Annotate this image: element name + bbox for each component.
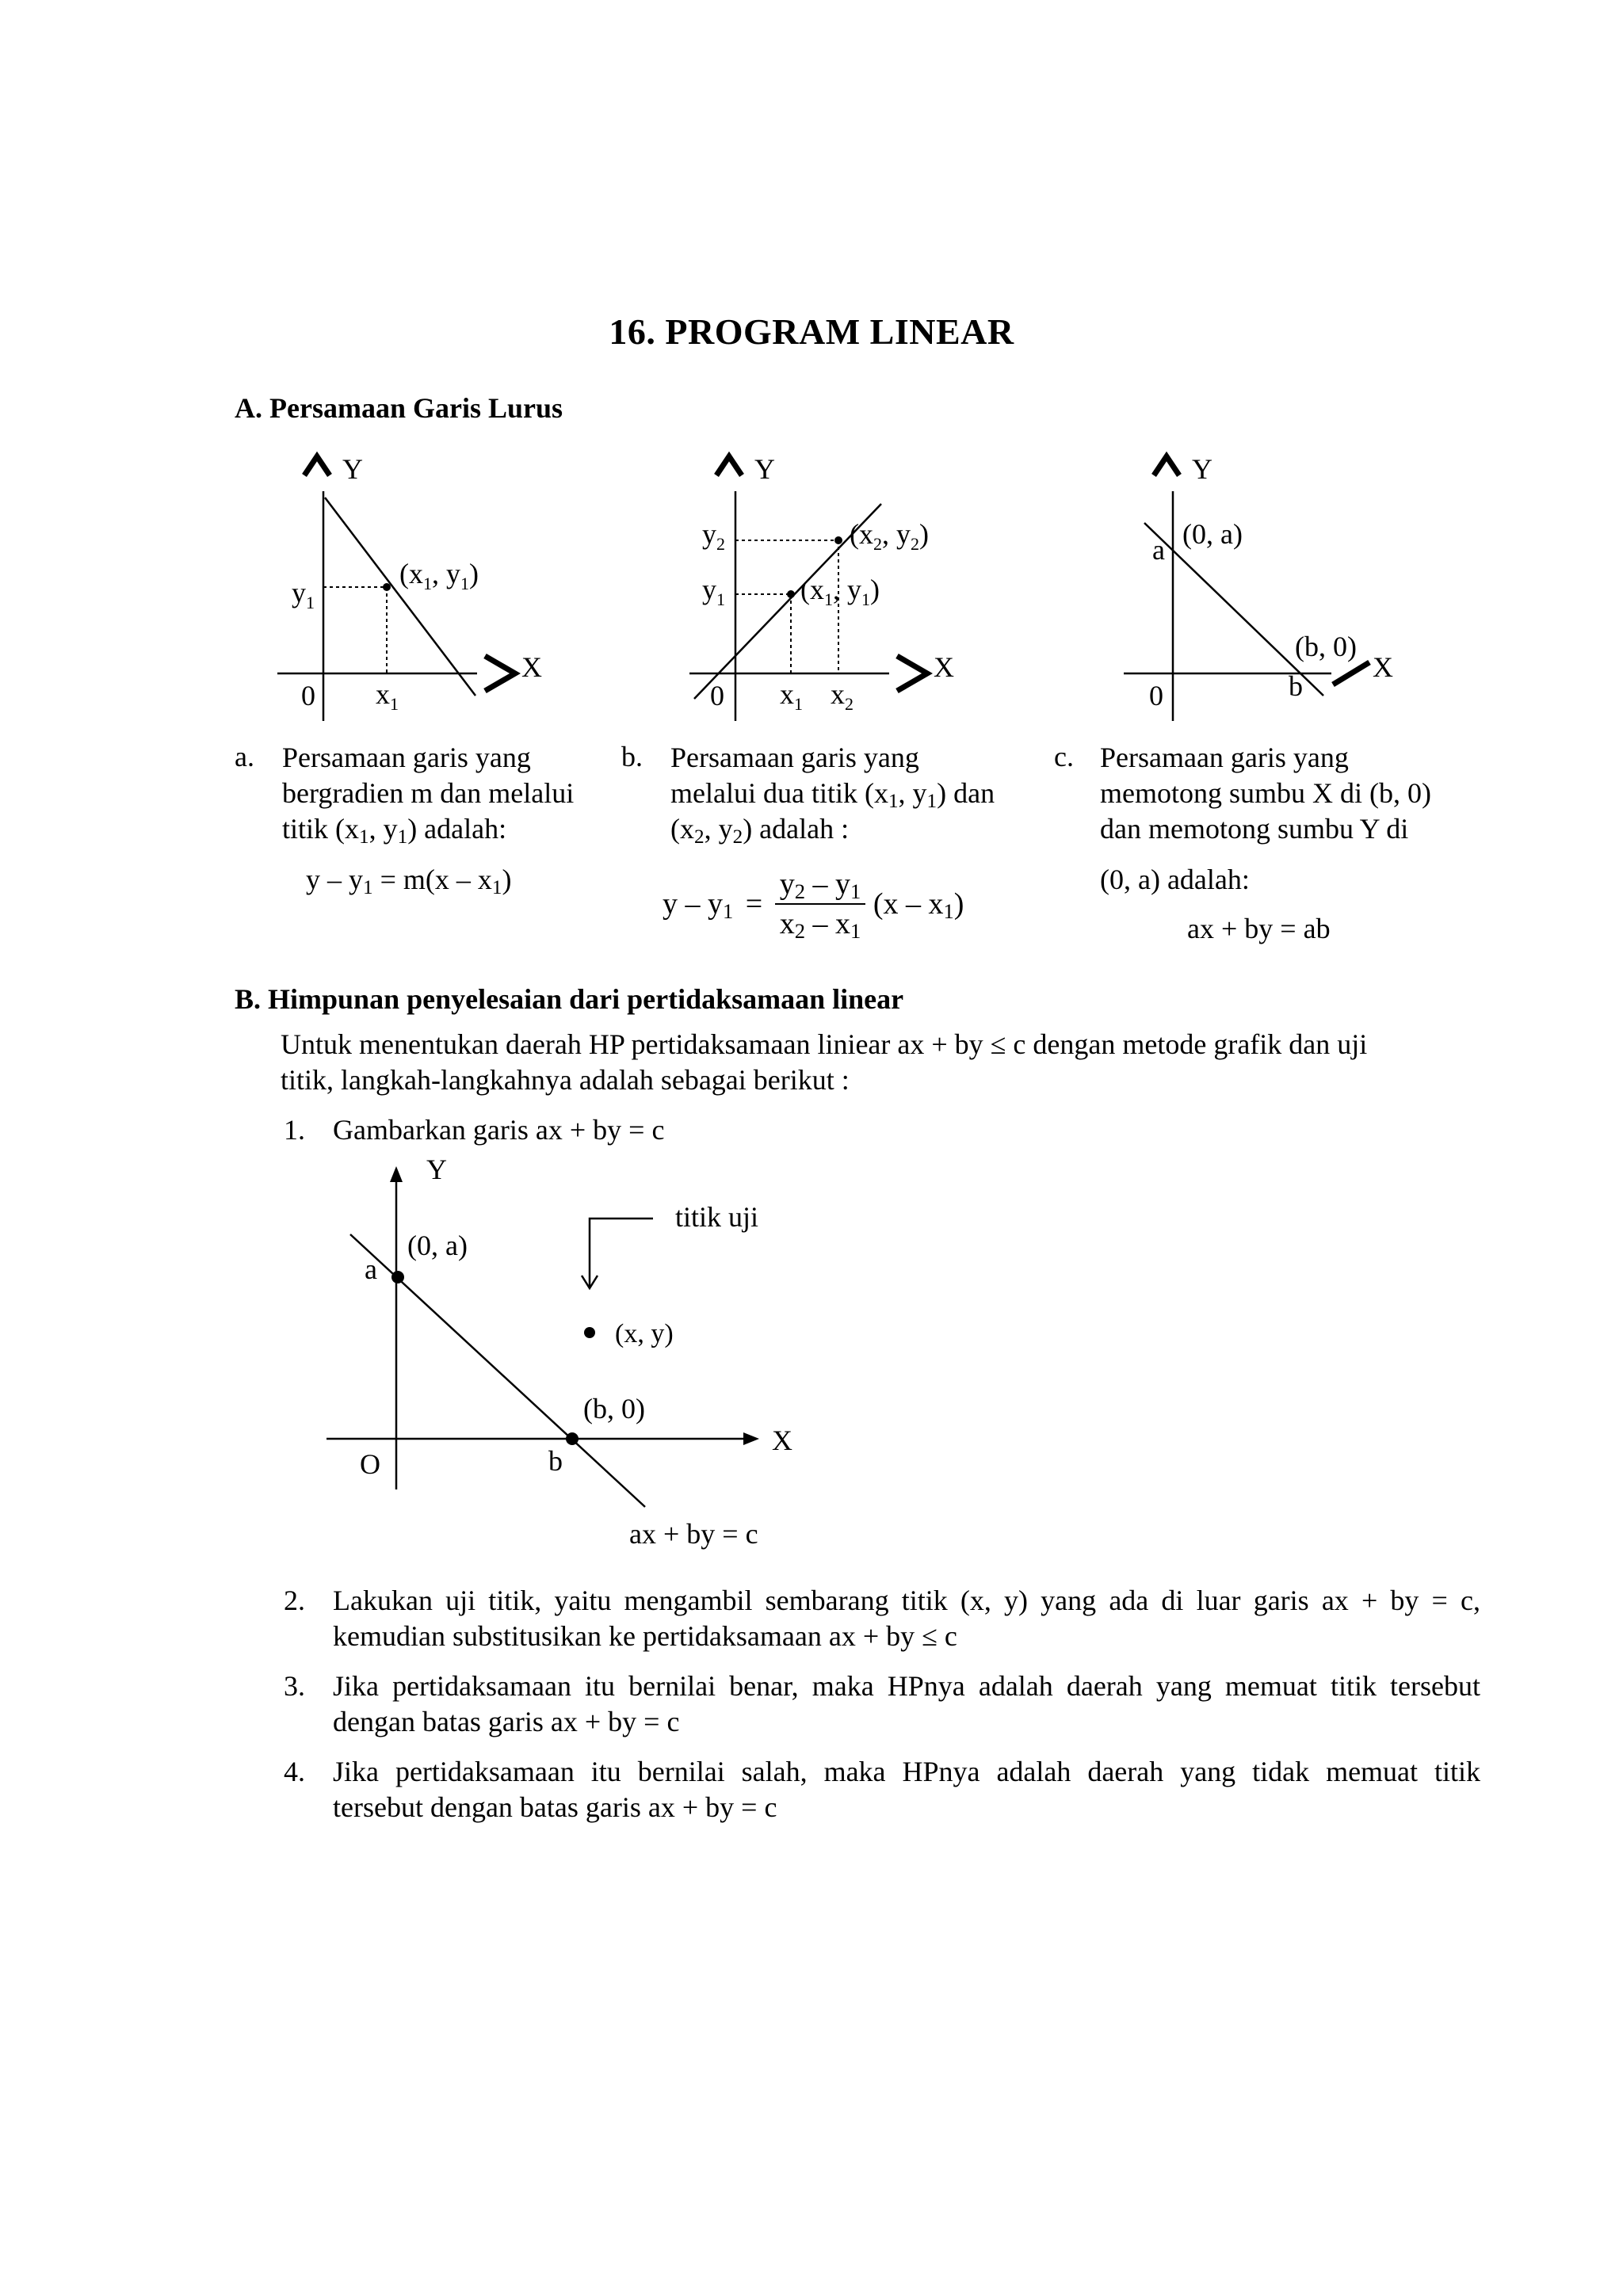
step-2-line2: kemudian substitusikan ke pertidaksamaan ax + by ≤ c: [333, 1620, 957, 1652]
graph-c-a-label: a: [1152, 534, 1165, 566]
item-c-line4: (0, a) adalah:: [1100, 864, 1250, 895]
section-a-heading: A. Persamaan Garis Lurus: [235, 392, 563, 424]
graph-b-x-arrow-icon: [897, 656, 927, 691]
step-4-line1: Jika pertidaksamaan itu bernilai salah, maka HPnya adalah daerah yang tidak memuat titik: [333, 1756, 1480, 1787]
section-b-intro-line1: Untuk menentukan daerah HP pertidaksamaan liniear ax + by ≤ c dengan metode grafik dan uji: [281, 1028, 1368, 1060]
step-3-number: 3.: [284, 1670, 305, 1702]
item-c-formula: ax + by = ab: [1187, 913, 1331, 944]
graph-step-1-point-a: [391, 1271, 404, 1283]
item-a-line2: bergradien m dan melalui: [282, 777, 575, 809]
graph-c: [1109, 444, 1426, 729]
graph-a-origin: 0: [301, 680, 315, 711]
step-1-text: Gambarkan garis ax + by = c: [333, 1114, 665, 1146]
item-a-text: [282, 740, 631, 847]
section-b-intro-line2: titik, langkah-langkahnya adalah sebagai berikut :: [281, 1064, 850, 1096]
item-a-line1: Persamaan garis yang: [282, 742, 531, 773]
graph-c-point-a-label: (0, a): [1182, 518, 1243, 550]
graph-step-1-y-label: Y: [426, 1154, 447, 1185]
graph-b-x-label: X: [934, 651, 954, 683]
item-b-label: b.: [621, 741, 643, 772]
step-3-line2: dengan batas garis ax + by = c: [333, 1706, 680, 1737]
graph-b-x1-label: $x_1$: [780, 678, 803, 714]
graph-step-1-pointer: [590, 1219, 653, 1287]
graph-step-1-x-label: X: [772, 1425, 792, 1456]
section-b-heading: B. Himpunan penyelesaian dari pertidaksamaan linear: [235, 983, 904, 1015]
item-b-line2: melalui dua titik ($x_1$, $y_1$) dan: [670, 777, 995, 812]
graph-c-x-arrow-icon: [1333, 662, 1369, 685]
graph-step-1-x-arrow-icon: [743, 1432, 759, 1445]
step-4-line2: tersebut dengan batas garis ax + by = c: [333, 1791, 777, 1823]
graph-c-x-label: X: [1373, 651, 1393, 683]
graph-step-1: [309, 1149, 864, 1561]
graph-b-y1-label: $y_1$: [702, 574, 725, 609]
graph-step-1-a-label: a: [365, 1253, 377, 1285]
graph-step-1-origin: O: [360, 1448, 380, 1480]
graph-step-1-line-label: ax + by = c: [629, 1518, 758, 1550]
graph-step-1-y-arrow-icon: [390, 1166, 403, 1182]
graph-step-1-point-b: [566, 1432, 579, 1445]
graph-b-y-label: Y: [754, 453, 775, 485]
graph-b-y2-label: $y_2$: [702, 518, 725, 554]
graph-a-line: [325, 498, 475, 696]
graph-b-point-2-label: ($x_2$, $y_2$): [850, 518, 929, 554]
item-a-formula: $y - y_1 = m(x - x_1)$: [306, 864, 512, 898]
step-3-line1: Jika pertidaksamaan itu bernilai benar, maka HPnya adalah daerah yang memuat titik tersebut: [333, 1670, 1480, 1702]
item-b-formula: y – $y_1$ = $\frac{y_2 - y_1}{x_2 - x_1}$ $(x - x_1)$: [663, 868, 964, 943]
item-c-label: c.: [1054, 741, 1074, 772]
graph-b-origin: 0: [710, 680, 724, 711]
graph-step-1-point-a-label: (0, a): [407, 1230, 468, 1261]
item-a-label: a.: [235, 741, 254, 772]
item-b-line3: ($x_2$, $y_2$) adalah :: [670, 813, 850, 848]
graph-a-y1-label: $y_1$: [292, 577, 315, 612]
graph-a-x-label: X: [521, 651, 542, 683]
item-c-line2: memotong sumbu X di (b, 0): [1100, 777, 1431, 809]
graph-c-y-label: Y: [1192, 453, 1212, 485]
graph-step-1-test-label: titik uji: [675, 1201, 759, 1233]
graph-step-1-test-point-label: (x, y): [615, 1319, 674, 1348]
graph-b-point-1: [787, 590, 795, 598]
graph-a: [269, 444, 586, 729]
item-c-line3: dan memotong sumbu Y di: [1100, 813, 1409, 845]
step-2-text: [333, 1583, 1480, 1654]
graph-c-y-arrow-icon: [1154, 456, 1179, 475]
item-c-text: [1100, 740, 1496, 847]
graph-a-point-label: ($x_1$, $y_1$): [399, 558, 479, 593]
graph-a-y-label: Y: [342, 453, 363, 485]
page-title: 16. PROGRAM LINEAR: [609, 311, 1014, 352]
step-2-line1: Lakukan uji titik, yaitu mengambil sembarang titik (x, y) yang ada di luar garis ax + by = c,: [333, 1585, 1480, 1616]
section-b-intro: [281, 1027, 1469, 1098]
item-a-line3: titik ($x_1$, $y_1$) adalah:: [282, 813, 507, 848]
step-3-text: [333, 1669, 1480, 1740]
graph-step-1-test-point: [584, 1327, 595, 1338]
item-b-fraction: $\frac{y_2 - y_1}{x_2 - x_1}$: [775, 867, 866, 941]
step-2-number: 2.: [284, 1585, 305, 1616]
graph-b: [682, 444, 1046, 729]
graph-b-y-arrow-icon: [716, 456, 742, 475]
step-4-number: 4.: [284, 1756, 305, 1787]
graph-c-origin: 0: [1149, 680, 1163, 711]
graph-step-1-point-b-label: (b, 0): [583, 1393, 645, 1425]
graph-b-point-1-label: ($x_1$, $y_1$): [800, 574, 880, 609]
graph-a-point: [383, 583, 391, 591]
graph-a-y-arrow-icon: [304, 456, 330, 475]
graph-b-x2-label: $x_2$: [831, 678, 854, 714]
step-1-number: 1.: [284, 1114, 305, 1146]
graph-a-x-arrow-icon: [485, 656, 515, 691]
item-b-line1: Persamaan garis yang: [670, 742, 919, 773]
step-4-text: [333, 1754, 1480, 1825]
graph-c-b-label: b: [1289, 670, 1303, 702]
item-b-text: [670, 740, 1035, 847]
graph-step-1-b-label: b: [548, 1445, 563, 1477]
graph-c-point-b-label: (b, 0): [1295, 631, 1357, 662]
graph-b-point-2: [834, 536, 842, 544]
item-c-line1: Persamaan garis yang: [1100, 742, 1349, 773]
graph-a-x1-label: $x_1$: [376, 678, 399, 714]
